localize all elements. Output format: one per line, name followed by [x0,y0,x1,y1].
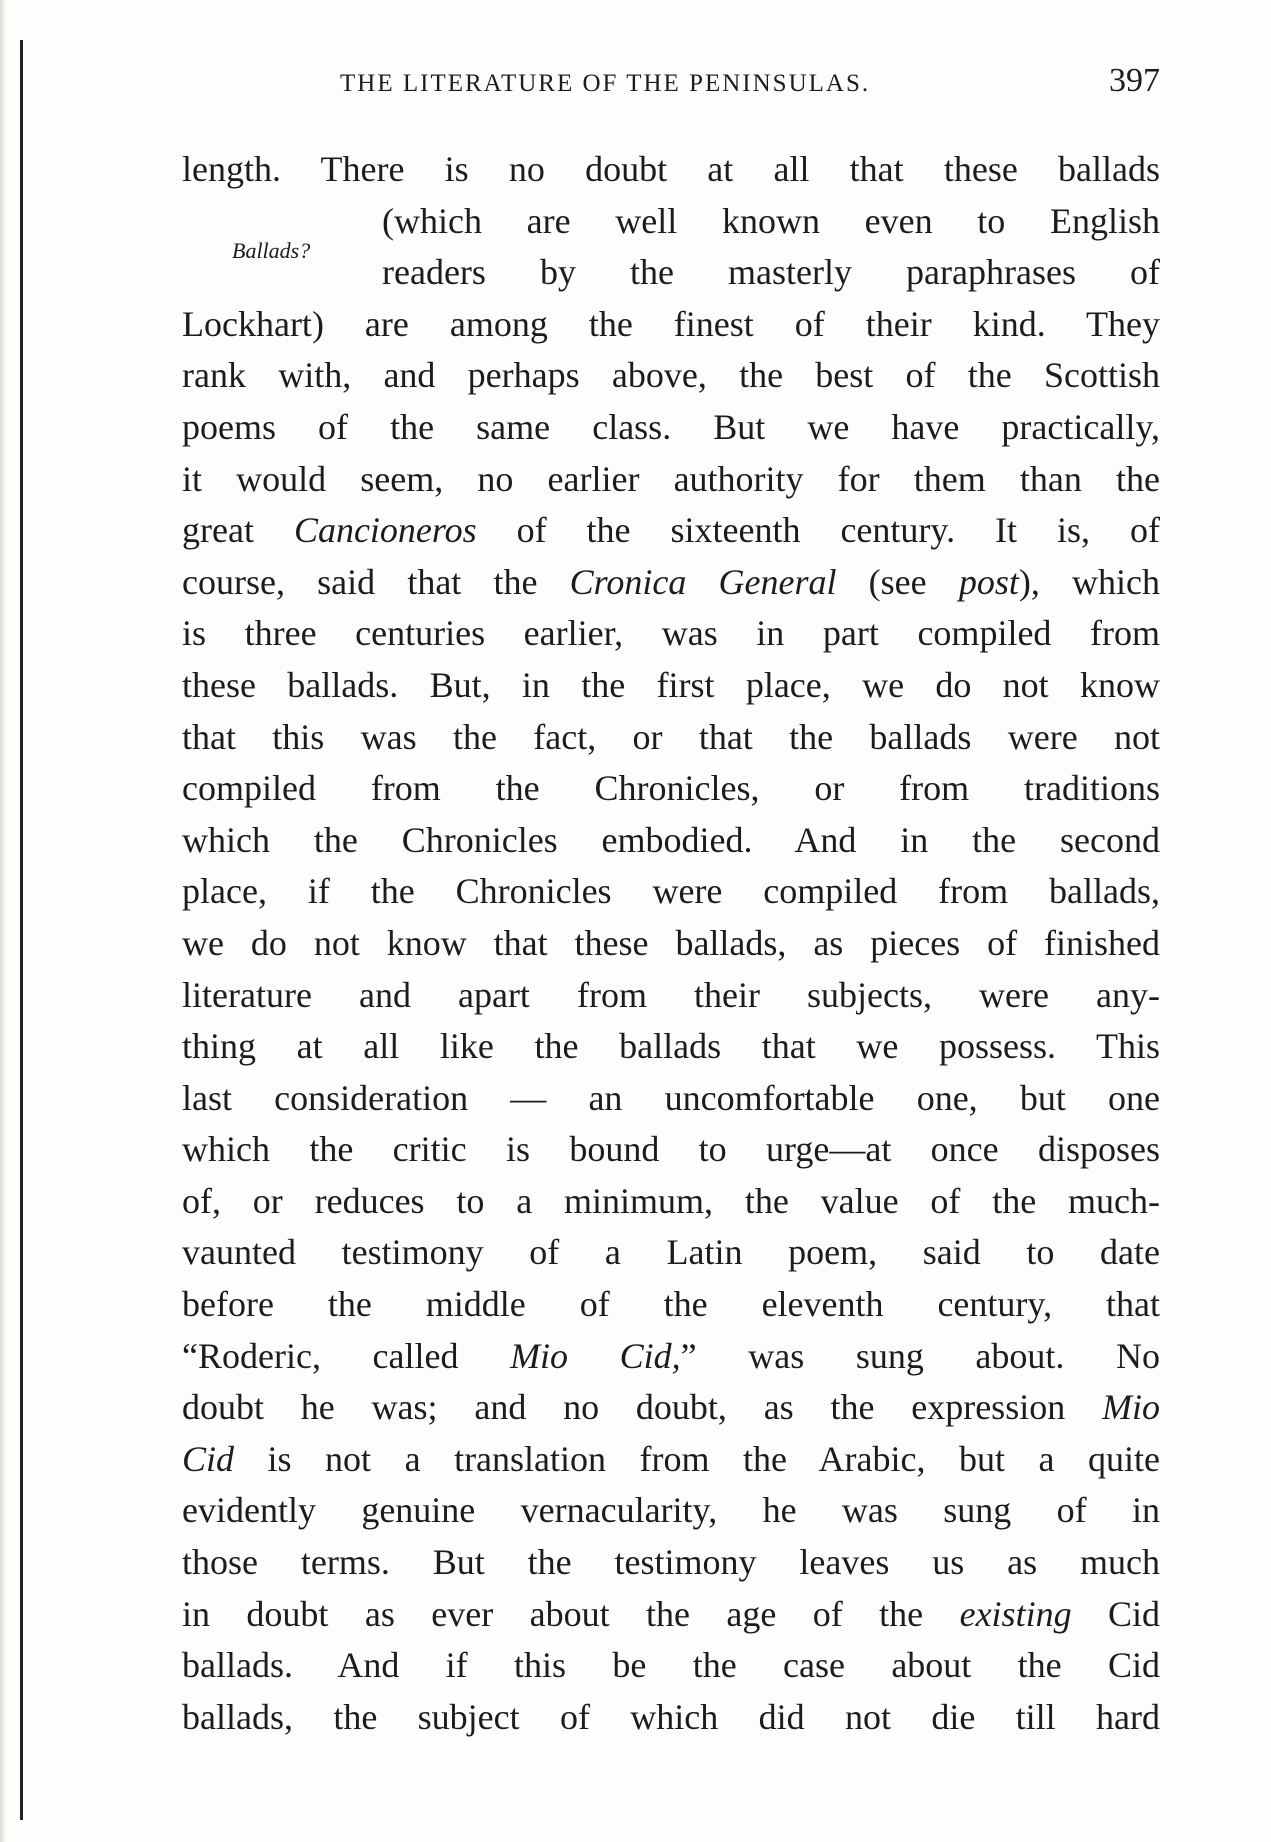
text-line: before the middle of the eleventh century, that [182,1284,1160,1325]
text-line: evidently genuine vernacularity, he was sung of in [182,1490,1160,1531]
margin-note: Ballads? [232,238,311,263]
italic-phrase: post [958,561,1019,602]
text-line: these ballads. But, in the first place, we do not know [182,664,1160,705]
text-line: is three centuries earlier, was in part compiled from [182,613,1160,654]
text-line: place, if the Chronicles were compiled from ballads, [182,871,1160,912]
text-line: thing at all like the ballads that we possess. This [182,1026,1160,1067]
text-line: in doubt as ever about the age of the existing Cid [182,1593,1161,1634]
text-line: “Roderic, called Mio Cid,” was sung about. No [182,1335,1160,1376]
text-line: vaunted testimony of a Latin poem, said to date [182,1232,1160,1273]
text-line: which the Chronicles embodied. And in the second [182,819,1160,860]
text-line: which the critic is bound to urge—at once disposes [182,1129,1160,1170]
text-line: literature and apart from their subjects, were any- [182,974,1160,1015]
text-line: last consideration — an uncomfortable one, but one [182,1077,1160,1118]
text-line: great Cancioneros of the sixteenth century. It is, of [182,510,1160,551]
text-line: Cid is not a translation from the Arabic, but a quite [182,1438,1160,1479]
text-line: we do not know that these ballads, as pieces of finished [182,922,1160,963]
italic-phrase: existing [959,1593,1072,1634]
text-line: that this was the fact, or that the ballads were not [182,716,1160,757]
text-line: compiled from the Chronicles, or from traditions [182,768,1160,809]
text-line: ballads. And if this be the case about the Cid [182,1645,1160,1686]
italic-phrase: Cancioneros [293,510,477,551]
body-text [182,144,1160,1743]
text-line: readers by the masterly paraphrases of [382,252,1160,293]
text-line: rank with, and perhaps above, the best of the Scottish [182,355,1160,396]
text-line: doubt he was; and no doubt, as the expression Mio [182,1387,1160,1428]
text-line: poems of the same class. But we have practically, [182,406,1160,447]
italic-phrase: Cid [182,1438,235,1479]
italic-phrase: Mio Cid, [510,1335,681,1376]
text-line: (which are well known even to English [382,200,1160,241]
text-line: those terms. But the testimony leaves us as much [182,1542,1160,1583]
italic-phrase: Cronica General [569,561,837,602]
page-binding-shadow [0,0,6,1842]
text-line: Lockhart) are among the finest of their kind. They [182,303,1160,344]
text-line: course, said that the Cronica General (see post), which [182,561,1160,602]
text-line: ballads, the subject of which did not die till hard [182,1696,1160,1737]
text-line: length. There is no doubt at all that these ballads [182,149,1160,189]
running-header [300,62,1160,102]
italic-phrase: Mio [1102,1387,1160,1428]
running-title: THE LITERATURE OF THE PENINSULAS. [340,70,871,97]
text-line: it would seem, no earlier authority for them than the [182,458,1160,499]
page-number: 397 [1109,62,1160,99]
text-line: of, or reduces to a minimum, the value of the much- [182,1180,1160,1221]
gutter-rule [20,40,23,1820]
